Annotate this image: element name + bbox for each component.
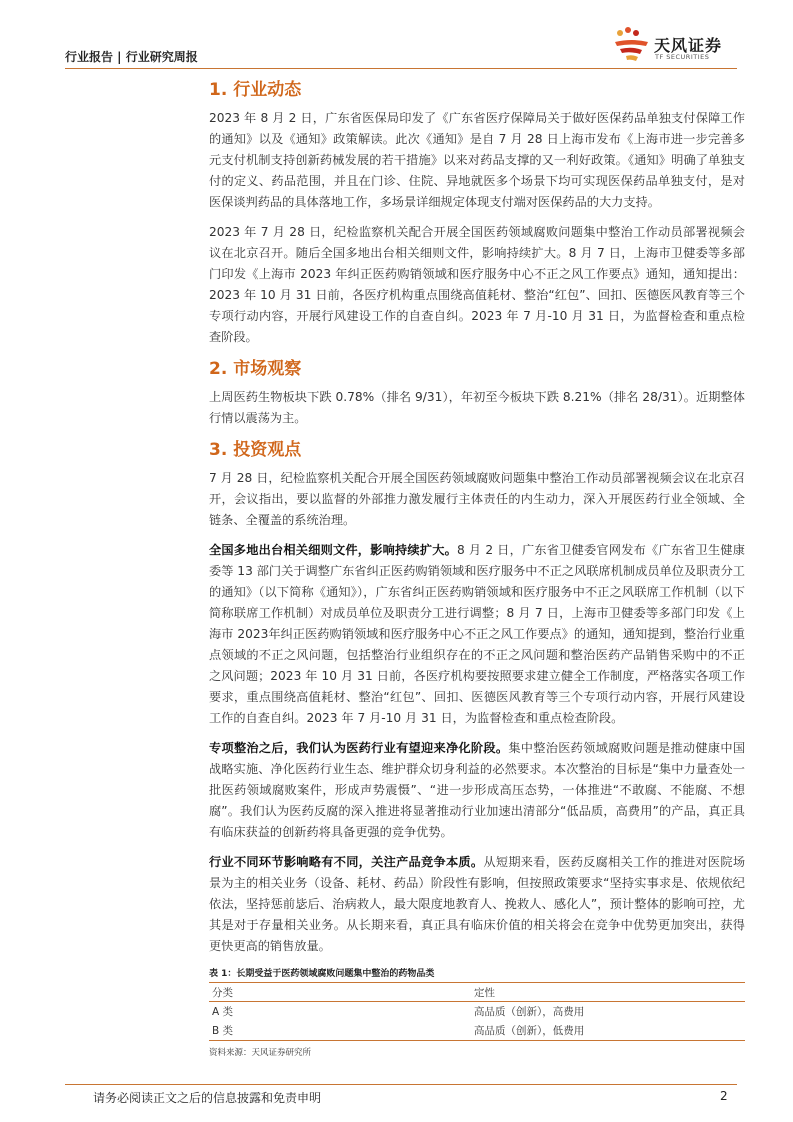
tf-logo-icon [612,26,652,64]
table-header-cell: 定性 [474,986,495,999]
report-body [209,78,745,1058]
table-source: 资料来源：天风证券研究所 [209,1048,312,1058]
footer-divider [65,1084,737,1085]
paragraph: 上周医药生物板块下跌 0.78%（排名 9/31），年初至今板块下跌 8.21%（排名 28/31）。近期整体行情以震荡为主。 [209,390,745,425]
table-cell: A 类 [212,1006,234,1018]
table-header-row [209,983,745,1002]
table-row [209,1002,745,1021]
report-type-title: 行业报告 | 行业研究周报 [65,50,198,64]
paragraph: 行业不同环节影响略有不同，关注产品竞争本质。从短期来看，医药反腐相关工作的推进对医院场景为主的相关业务（设备、耗材、药品）阶段性有影响，但按照政策要求“坚持实事求是、依规依纪依法，坚持惩前毖后、治病救人，最大限度地教育人、挽救人、感化人”，预计整体的影响可控，尤其是对于存量相关业务。从长期来看，真正具有临床价值的相关将会在竞争中优势更加突出，获得更快更高的销售放量。 [209,855,746,953]
table-cell: 高品质（创新），高费用 [474,1006,585,1018]
logo-cn-text: 天风证券 [654,36,723,55]
table-cell: 高品质（创新），低费用 [474,1025,585,1037]
table-row [209,1021,745,1040]
page-number: 2 [720,1089,728,1103]
paragraph: 全国多地出台相关细则文件，影响持续扩大。8 月 2 日，广东省卫健委官网发布《广东省卫生健康委等 13 部门关于调整广东省纠正医药购销领域和医疗服务中不正之风联席机制成员单位及职责分工的通知》（以下简称《通知》），广东省纠正医药购销领域和医疗服务中不正之风联席工作机制（以下简称联席工作机制）对成员单位及职责分工进行调整；8 月 7 日，上海市卫健委等多部门印发《上海市 2023年纠正医药购销领域和医疗服务中心不正之风工作要点》的通知，通知提到，整治行业重点领域的不正之风问题，包括整治行业组织存在的不正之风问题和整治医药产品销售采购中的不正之风问题；2023 年 10 月 31 日前，各医疗机构要按照要求建立健全工作制度，严格落实各项工作要求，重点围绕高值耗材、整治“红包”、回扣、医德医风教育等三个专项行动内容，开展行风建设工作的自查自纠。2023 年 7 月-10 月 31 日，为监督检查和重点检查阶段。 [209,543,745,725]
paragraph-lead: 行业不同环节影响略有不同，关注产品竞争本质。 [209,855,484,869]
paragraph: 7 月 28 日，纪检监察机关配合开展全国医药领域腐败问题集中整治工作动员部署视频会议在北京召开，会议指出，要以监督的外部推力激发履行主体责任的内生动力，深入开展医药行业全领域、全链条、全覆盖的系统治理。 [209,471,745,527]
logo-en-text: TF SECURITIES [655,53,710,61]
disclaimer-link[interactable]: 请务必阅读正文之后的信息披露和免责申明 [93,1091,322,1105]
paragraph-lead: 专项整治之后，我们认为医药行业有望迎来净化阶段。 [209,741,509,755]
paragraph: 2023 年 7 月 28 日，纪检监察机关配合开展全国医药领域腐败问题集中整治工作动员部署视频会议在北京召开。随后全国多地出台相关细则文件，影响持续扩大。8 月 7 日，上海市卫健委等多部门印发《上海市 2023 年纠正医药购销领域和医疗服务中心不正之风工作要点》通知，通知提出：2023 年 10 月 31 日前，各医疗机构重点围绕高值耗材、整治“红包”、回扣、医德医风教育等三个专项行动内容，开展行风建设工作的自查自纠。2023 年 7 月-10 月 31 日，为监督检查和重点检查阶段。 [209,225,745,344]
table-header-cell: 分类 [212,986,233,999]
header-divider [65,68,737,69]
section-title-investment: 3. 投资观点 [209,440,302,460]
table-cell: B 类 [212,1025,234,1037]
paragraph-lead: 全国多地出台相关细则文件，影响持续扩大。 [209,543,458,557]
section-title-market: 2. 市场观察 [209,359,302,379]
company-logo [612,24,742,66]
drug-category-table [209,982,745,1041]
paragraph: 2023 年 8 月 2 日，广东省医保局印发了《广东省医疗保障局关于做好医保药品单独支付保障工作的通知》以及《通知》政策解读。此次《通知》是自 7 月 28 日上海市发布《上海市进一步完善多元支付机制支持创新药械发展的若干措施》以来对药品支撑的又一利好政策。《通知》明确了单独支付的定义、药品范围，并且在门诊、住院、异地就医多个场景下均可实现医保药品单独支付，是对医保谈判药品的具体落地工作，多场景详细规定体现支付端对医保药品的大力支持。 [209,111,745,209]
paragraph: 专项整治之后，我们认为医药行业有望迎来净化阶段。集中整治医药领域腐败问题是推动健康中国战略实施、净化医药行业生态、维护群众切身利益的必然要求。本次整治的目标是“集中力量查处一批医药领域腐败案件，形成声势震慑”、“进一步形成高压态势，一体推进“不敢腐、不能腐、不想腐”。我们认为医药反腐的深入推进将显著推动行业加速出清部分“低品质，高费用”的产品，真正具有临床获益的创新药将具备更强的竞争优势。 [209,741,746,839]
table-caption: 表 1：长期受益于医药领域腐败问题集中整治的药物品类 [209,969,435,979]
section-title-industry-news: 1. 行业动态 [209,80,302,100]
